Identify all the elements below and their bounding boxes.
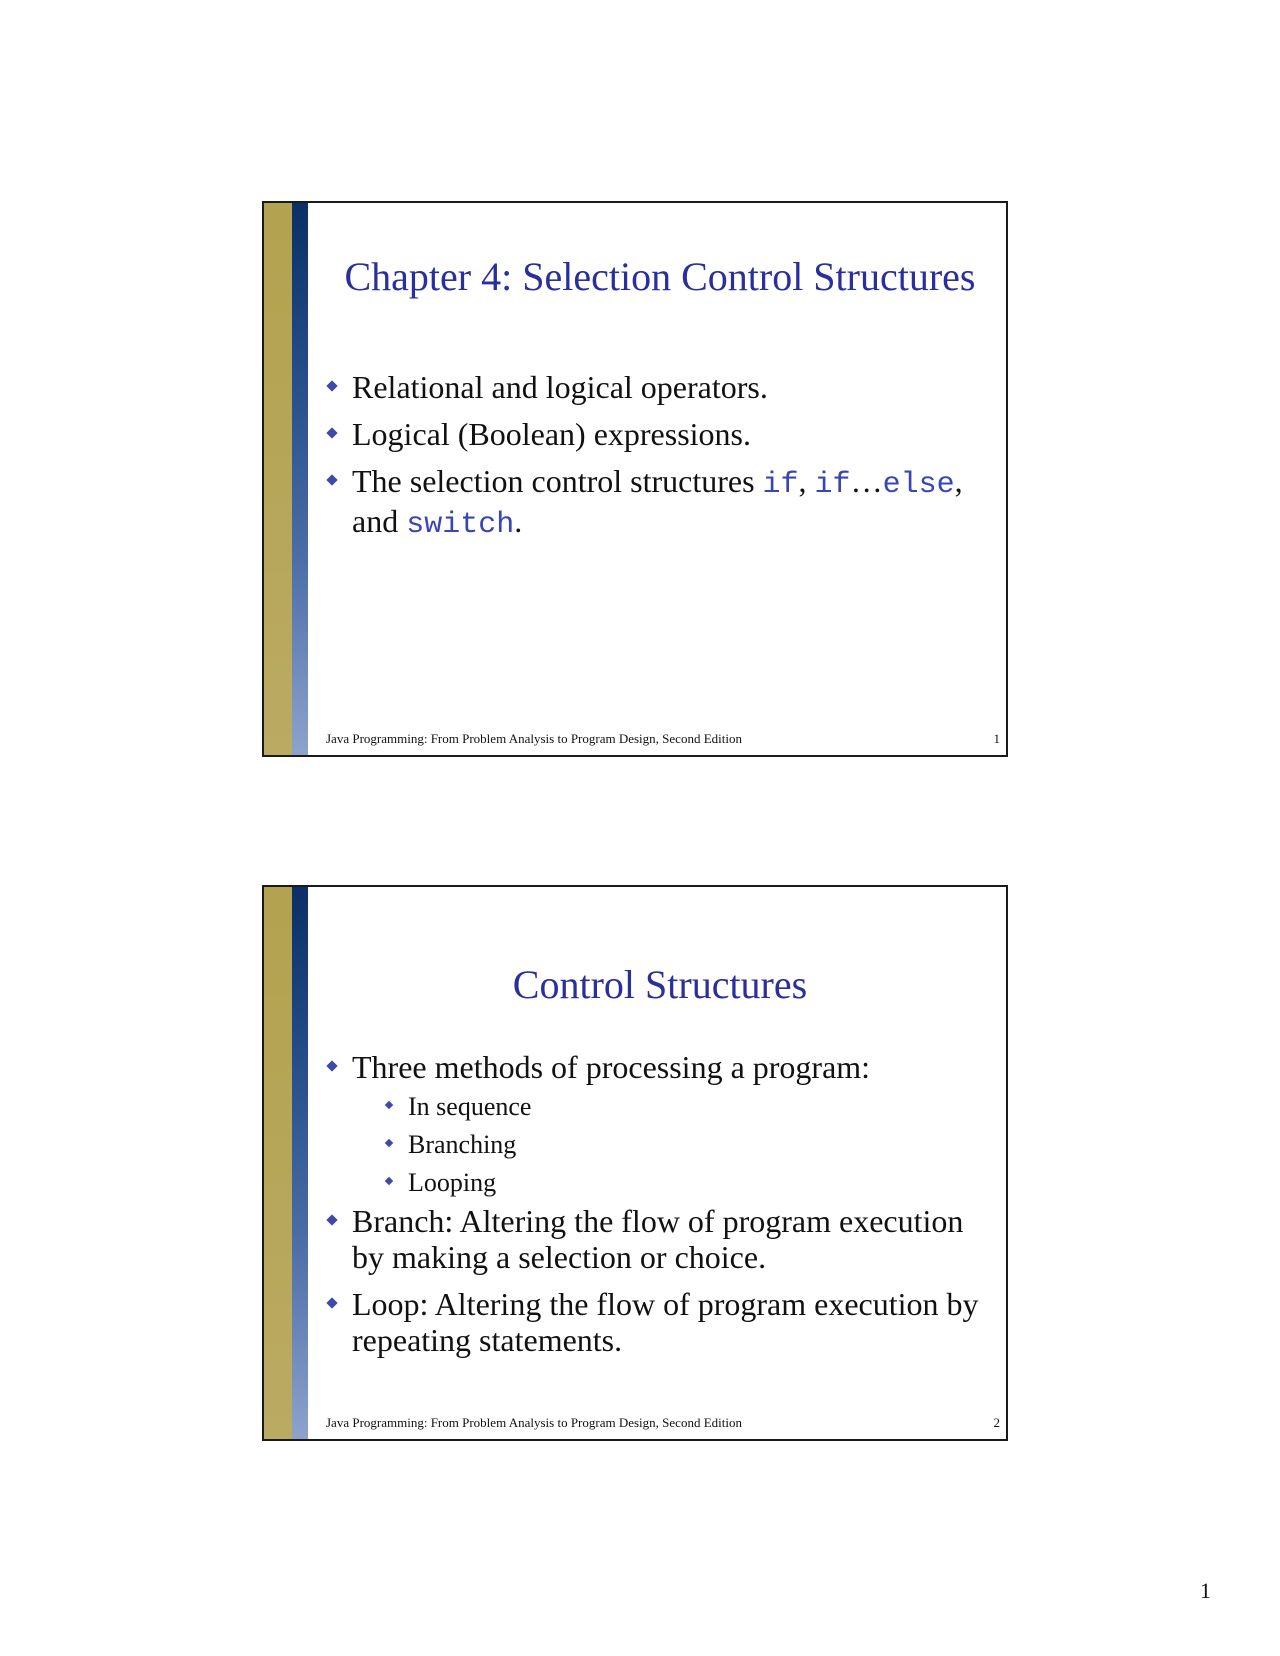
bullet-text-part: . [514, 503, 523, 539]
slide-number: 1 [993, 731, 1000, 746]
sub-bullet-item [384, 1129, 986, 1161]
bullet-text: Loop: Altering the flow of program execution by repeating statements. [352, 1286, 979, 1358]
bullet-item [326, 1049, 986, 1085]
code-keyword: switch [406, 508, 515, 542]
bullet-item [326, 416, 986, 452]
sub-bullet-text: Branching [408, 1130, 517, 1159]
slide-2 [262, 885, 1008, 1441]
slide-1 [262, 201, 1008, 757]
bullet-item [326, 1203, 986, 1275]
slide-footer: Java Programming: From Problem Analysis to Program Design, Second Edition [326, 1415, 742, 1430]
bullet-item [326, 369, 986, 405]
sub-bullet-item [384, 1167, 986, 1199]
diamond-bullet-icon [385, 1177, 393, 1185]
slide-footer: Java Programming: From Problem Analysis to Program Design, Second Edition [326, 731, 742, 746]
diamond-bullet-icon [326, 1060, 337, 1071]
code-keyword: if [762, 468, 799, 502]
bullet-text-part: , [798, 463, 815, 499]
diamond-bullet-icon [385, 1139, 393, 1147]
bullet-text: Logical (Boolean) expressions. [352, 416, 751, 452]
slide-title: Chapter 4: Selection Control Structures [344, 254, 976, 299]
diamond-bullet-icon [326, 1297, 337, 1308]
bullet-item [326, 463, 986, 543]
slide-accent-bar-gold [264, 203, 292, 755]
sub-bullet-text: In sequence [408, 1092, 532, 1121]
bullet-list [326, 1049, 986, 1369]
bullet-item [326, 1286, 986, 1358]
slide-accent-bar-gold [264, 887, 292, 1439]
diamond-bullet-icon [385, 1101, 393, 1109]
diamond-bullet-icon [326, 474, 337, 485]
bullet-text: Branch: Altering the flow of program execution by making a selection or choice. [352, 1203, 964, 1275]
bullet-text-part: , and [352, 463, 963, 539]
code-keyword: if [814, 468, 851, 502]
slide-accent-bar-blue [292, 887, 308, 1439]
diamond-bullet-icon [326, 427, 337, 438]
sub-bullet-text: Looping [408, 1168, 497, 1197]
bullet-list [326, 369, 986, 554]
diamond-bullet-icon [326, 380, 337, 391]
bullet-text-part: … [850, 463, 883, 499]
code-keyword: else [882, 468, 955, 502]
page-number: 1 [1200, 1578, 1211, 1603]
diamond-bullet-icon [326, 1214, 337, 1225]
sub-bullet-item [384, 1091, 986, 1123]
slide-title: Control Structures [512, 962, 808, 1007]
bullet-text: Three methods of processing a program: [352, 1049, 871, 1085]
bullet-text-part: The selection control structures [352, 463, 763, 499]
bullet-text: Relational and logical operators. [352, 369, 768, 405]
slide-number: 2 [993, 1415, 1000, 1430]
slide-accent-bar-blue [292, 203, 308, 755]
